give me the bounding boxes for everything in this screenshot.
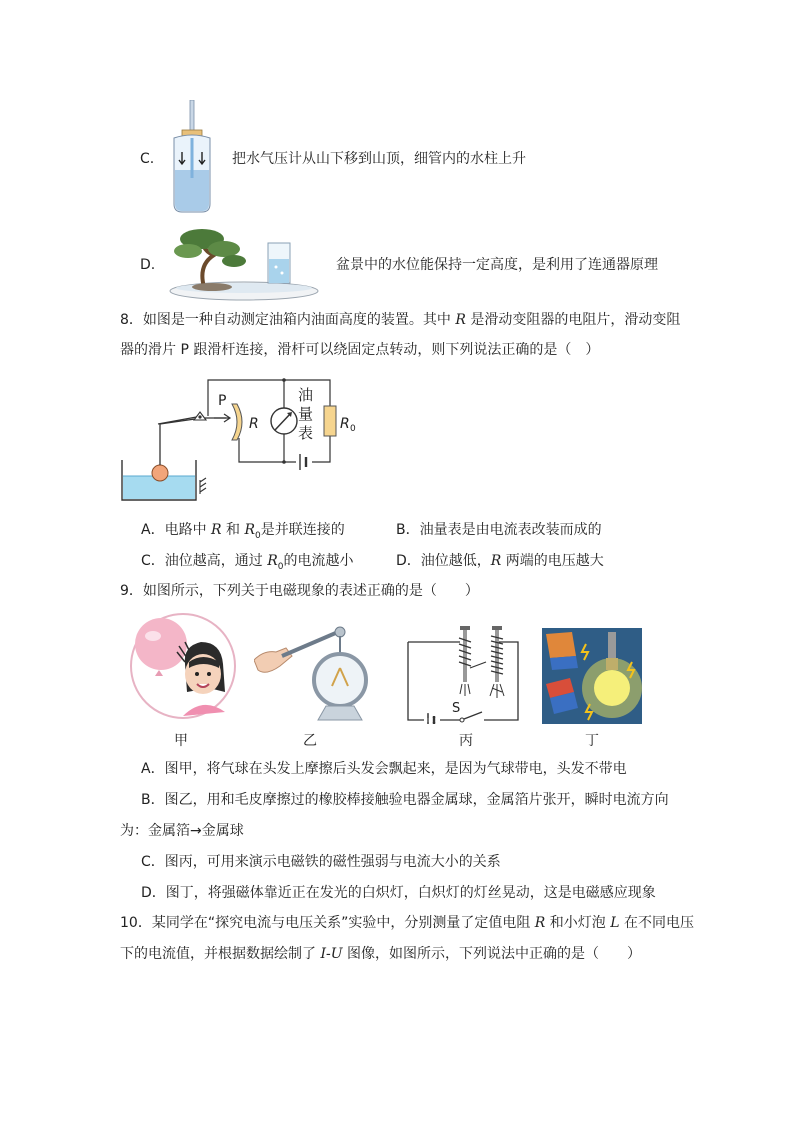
q10-stem-line1: 10．某同学在“探究电流与电压关系”实验中，分别测量了定值电阻 R 和小灯泡 L 在不同电压 [120,915,694,931]
caption-bing: 丙 [459,733,473,749]
barometer-figure [168,100,216,215]
q8-option-a: A．电路中 R 和 $R_0$是并联连接的 [141,522,345,541]
caption-ding: 丁 [585,733,599,749]
resistor-r0-subscript: 0 [350,424,356,434]
q8-stem-line1: 8．如图是一种自动测定油箱内油面高度的装置。其中 R 是滑动变阻器的电阻片，滑动变阻 [120,312,681,328]
q9-stem: 9．如图所示，下列关于电磁现象的表述正确的是（ ） [120,583,479,599]
q9-option-d: D．图丁，将强磁体靠近正在发光的白炽灯，白炽灯的灯丝晃动，这是电磁感应现象 [141,885,656,901]
caption-yi: 乙 [303,733,317,749]
switch-s-label: S [452,701,461,716]
oil-gauge-circuit-figure [118,372,364,506]
bonsai-figure [168,225,320,303]
caption-jia: 甲 [174,733,188,749]
q8-option-c: C．油位越高，通过 $R_0$的电流越小 [141,553,354,572]
magnet-bulb-figure [542,628,642,724]
q9-option-a: A．图甲，将气球在头发上摩擦后头发会飘起来，是因为气球带电，头发不带电 [141,761,627,777]
q8-stem-line2: 器的滑片 P 跟滑杆连接，滑杆可以绕固定点转动，则下列说法正确的是（ ） [120,342,600,358]
meter-label-char-2: 量 [298,405,314,423]
resistor-r-label: R [249,416,259,432]
q10-stem-line2: 下的电流值，并根据数据绘制了 I-U 图像，如图所示，下列说法中正确的是（ ） [120,946,641,962]
q9-option-c: C．图丙，可用来演示电磁铁的磁性强弱与电流大小的关系 [141,854,501,870]
meter-label-char-3: 表 [298,424,314,442]
electroscope-figure [254,622,386,722]
q8-option-d: D．油位越低，R 两端的电压越大 [396,553,604,569]
electromagnet-circuit-figure [404,622,522,724]
meter-label-char-1: 油 [298,386,314,404]
q9-option-b-line2: 为：金属箔→金属球 [120,823,244,839]
q7-option-d-letter: D. [140,257,156,273]
q7-option-d-text: 盆景中的水位能保持一定高度，是利用了连通器原理 [336,257,658,273]
balloon-girl-figure [125,612,237,720]
q7-option-c-letter: C. [140,151,155,167]
resistor-r0-label: R [340,416,350,432]
q7-option-c-text: 把水气压计从山下移到山顶，细管内的水柱上升 [232,151,526,167]
q9-option-b-line1: B．图乙，用和毛皮摩擦过的橡胶棒接触验电器金属球，金属箔片张开，瞬时电流方向 [141,792,669,808]
q8-option-b: B．油量表是由电流表改装而成的 [396,522,602,538]
slider-p-label: P [218,393,227,409]
